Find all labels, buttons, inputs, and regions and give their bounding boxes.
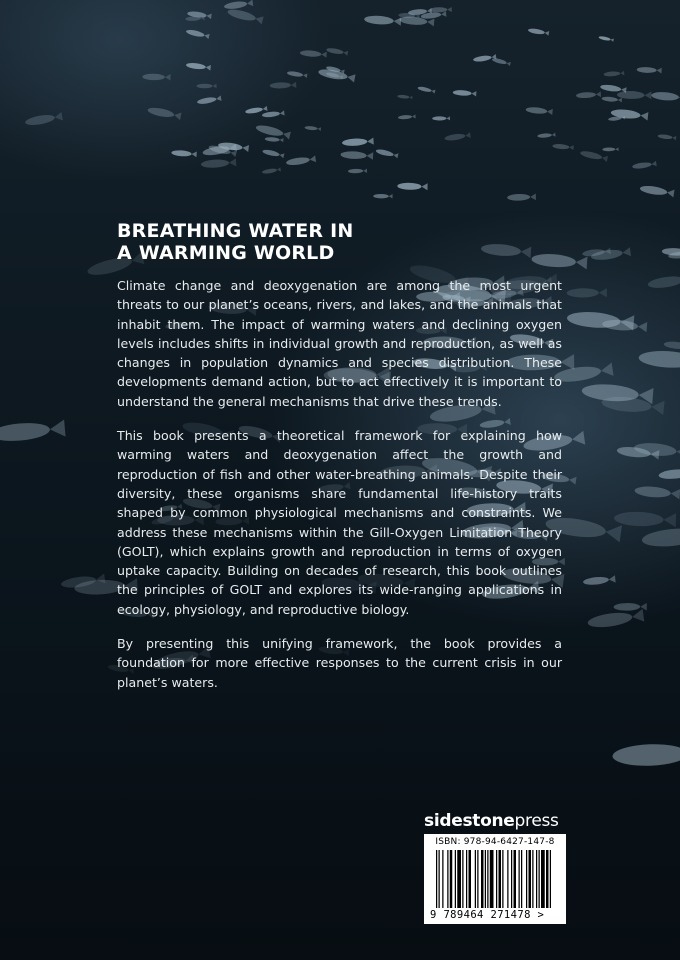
fish-shape [265, 137, 284, 143]
barcode-bar [536, 850, 537, 908]
barcode-bar [541, 850, 545, 908]
barcode-bar [532, 850, 533, 908]
barcode-bar [507, 850, 508, 908]
barcode-bar [469, 850, 472, 908]
fish-shape [304, 126, 321, 131]
fish-shape [429, 7, 451, 13]
fish-shape [634, 485, 680, 499]
barcode-bar [457, 850, 461, 908]
fish-shape [657, 134, 676, 140]
barcode-bar [462, 850, 463, 908]
fish-shape [580, 150, 609, 162]
fish-shape [614, 511, 676, 527]
fish-shape [326, 47, 348, 56]
fish-shape [658, 467, 680, 480]
fish-shape [481, 243, 532, 258]
barcode-bar [485, 850, 486, 908]
fish-shape [639, 184, 674, 197]
fish-shape [617, 91, 652, 99]
fish-shape [651, 91, 680, 102]
barcode-bar [502, 850, 503, 908]
fish-shape [147, 106, 182, 120]
fish-shape [342, 137, 374, 146]
fish-shape [197, 95, 222, 105]
fish-shape [525, 106, 552, 115]
fish-shape [364, 15, 401, 26]
fish-shape [583, 575, 616, 586]
barcode-bar [487, 850, 488, 908]
fish-shape [553, 363, 613, 385]
fish-shape [507, 194, 536, 201]
barcode-bar [442, 850, 443, 908]
barcode-bar [539, 850, 540, 908]
fish-shape [171, 150, 197, 157]
fish-shape [348, 169, 367, 174]
barcode-bar [499, 850, 502, 908]
fish-shape [637, 67, 662, 74]
fish-shape [444, 132, 471, 141]
fish-shape [641, 525, 680, 549]
fish-shape [142, 74, 170, 81]
fish-shape [262, 167, 281, 174]
fish-shape [537, 133, 555, 139]
fish-shape [224, 0, 254, 10]
fish-shape [598, 36, 613, 42]
fish-shape [587, 609, 644, 630]
barcode-bar [490, 850, 494, 908]
fish-shape [432, 116, 450, 120]
barcode-digits: 9 789464 271478 > [430, 909, 545, 921]
barcode-bar [521, 850, 522, 908]
fish-shape [398, 114, 416, 119]
fish-shape [417, 86, 435, 94]
blurb-paragraph-2: This book presents a theoretical framework for explaining how warming waters and deoxygenation affect the growth and reproduction of fish and other water-breathing animals. Despite their diversity, these organisms share fundamental life-history traits shaped by common physiological mechanisms and constraints. We address these mechanisms within the Gill-Oxygen Limitation Theory (GOLT), which explains growth and reproduction in terms of oxygen uptake capacity. Building on decades of research, this book outlines the principles of GOLT and explores its wide-ranging applications in ecology, physiology, and reproductive biology. [117, 428, 562, 617]
barcode-bar [450, 850, 453, 908]
fish-shape [300, 50, 327, 58]
fish-shape [531, 253, 587, 270]
fish-shape [647, 273, 680, 290]
barcode-bar [511, 850, 512, 908]
fish-shape [492, 57, 511, 66]
fish-shape [602, 147, 618, 151]
fish-shape [638, 349, 680, 369]
fish-shape [567, 288, 607, 298]
fish-shape [262, 110, 285, 118]
blurb-paragraph-3: By presenting this unifying framework, the book provides a foundation for more effective responses to the current crisis in our planet’s waters. [117, 636, 562, 690]
title-line-1: BREATHING WATER IN [117, 220, 354, 242]
fish-shape [227, 7, 264, 24]
barcode-bar [546, 850, 549, 908]
blurb-paragraph-1: Climate change and deoxygenation are among the most urgent threats to our planet’s oceans, rivers, and lakes, and the animals that inhabit them. The impact of warming waters and declining oxygen levels includes shifts in individual growth and reproduction, as well as changes in population dynamics and species distribution. These developments demand action, but to act effectively it is important to understand the general mechanisms that drive these trends. [117, 278, 562, 409]
fish-shape [453, 90, 477, 97]
fish-shape [286, 155, 316, 166]
fish-shape [576, 91, 601, 98]
barcode-bar [519, 850, 520, 908]
barcode-bar [436, 850, 437, 908]
isbn-label: ISBN: 978-94-6427-147-8 [435, 837, 555, 847]
fish-shape [528, 28, 550, 36]
barcode-bar [550, 850, 551, 908]
fish-shape [197, 84, 217, 89]
fish-shape [201, 158, 237, 168]
fish-shape [24, 112, 62, 127]
barcode-bar [447, 850, 448, 908]
fish-shape [662, 248, 680, 257]
publisher-name-bold: sidestone [424, 811, 515, 831]
fish-shape [245, 106, 268, 115]
fish-shape [255, 123, 291, 139]
fish-shape [552, 143, 574, 150]
barcode-bar [475, 850, 476, 908]
fish-shape [375, 148, 398, 158]
fish-shape [473, 54, 497, 62]
publisher-name-light: press [514, 811, 559, 831]
barcode-bar [514, 850, 517, 908]
book-title [117, 220, 477, 264]
barcode-bar [466, 850, 467, 908]
title-line-2: A WARMING WORLD [117, 242, 335, 264]
fish-shape [397, 94, 412, 99]
fish-shape [604, 71, 625, 77]
barcode-bar [477, 850, 478, 908]
fish-shape [0, 420, 66, 444]
publisher-logo [424, 810, 559, 832]
fish-shape [270, 82, 297, 89]
fish-shape [287, 71, 308, 78]
barcode-bar [481, 850, 484, 908]
fish-shape [373, 194, 392, 199]
fish-shape [601, 96, 622, 102]
fish-shape [262, 149, 284, 159]
blurb [117, 276, 562, 707]
barcode-bar [439, 850, 440, 908]
fish-shape [663, 341, 680, 351]
barcode-bar [529, 850, 532, 908]
barcode-bar [496, 850, 497, 908]
fish-shape [632, 161, 657, 170]
fish-shape [340, 151, 373, 160]
fish-shape [612, 742, 680, 767]
barcode-bar [526, 850, 527, 908]
fish-shape [397, 183, 427, 191]
fish-shape [186, 62, 211, 71]
isbn-barcode [424, 834, 566, 924]
fish-shape [186, 29, 210, 40]
barcode-bars [430, 850, 560, 910]
barcode-bar [455, 850, 456, 908]
